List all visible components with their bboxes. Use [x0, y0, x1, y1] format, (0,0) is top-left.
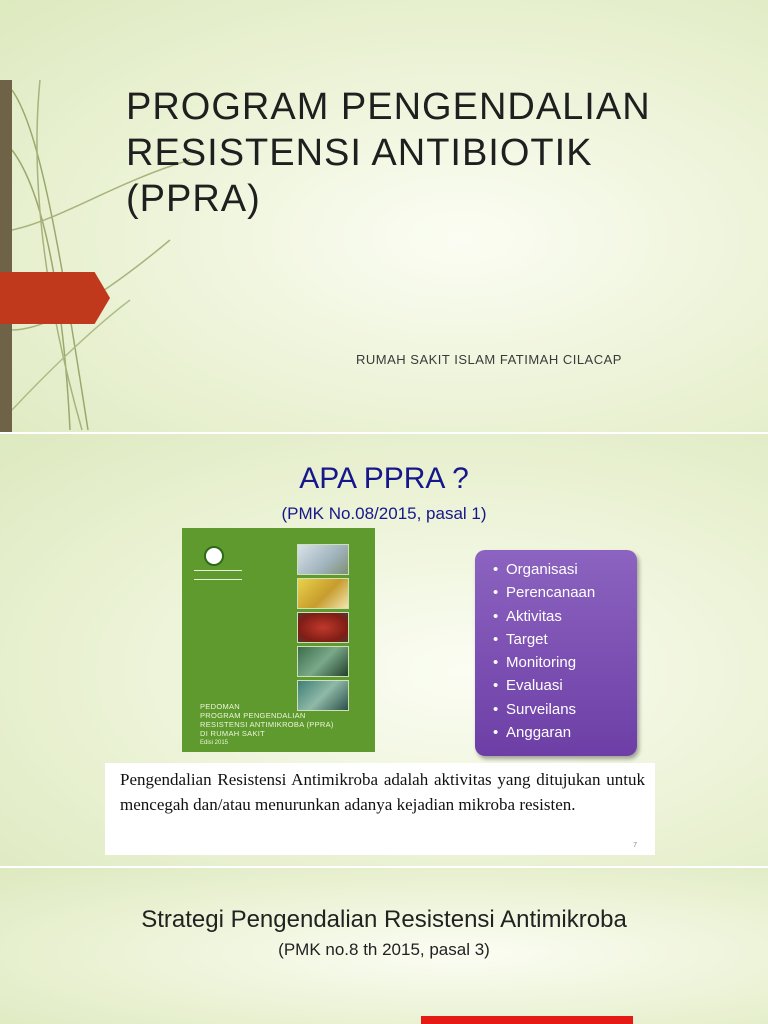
list-item	[493, 698, 637, 721]
ppra-components-list	[475, 550, 637, 756]
slide-heading: APA PPRA ?	[299, 462, 469, 495]
list-item-label: Organisasi	[506, 561, 578, 578]
list-item-label: Perencanaan	[506, 584, 596, 602]
bullet-icon: •	[493, 700, 499, 718]
logo-caption	[194, 570, 242, 580]
definition-text: Pengendalian Resistensi Antimikroba adalah aktivitas yang ditujukan untuk mencegah dan/atau menurunkan adanya kejadian mikroba resisten.	[120, 770, 645, 814]
page-number: 7	[633, 842, 637, 849]
slide-reference: (PMK no.8 th 2015, pasal 3)	[278, 940, 490, 959]
title-slide	[0, 0, 768, 432]
guideline-book-cover	[182, 528, 375, 752]
slide-reference: (PMK No.08/2015, pasal 1)	[281, 504, 487, 523]
ministry-logo-icon	[204, 546, 224, 566]
left-accent-bar	[0, 80, 12, 432]
list-item	[493, 558, 637, 581]
list-item	[493, 674, 637, 697]
bullet-icon: •	[493, 584, 499, 602]
bullet-icon: •	[493, 654, 499, 672]
list-item-label: Surveilans	[506, 700, 577, 718]
list-item	[493, 628, 637, 651]
slide-heading: Strategi Pengendalian Resistensi Antimikroba	[141, 906, 627, 933]
slide-title-text: PROGRAM PENGENDALIAN RESISTENSI ANTIBIOTIK (PPRA)	[126, 86, 651, 220]
list-item-label: Target	[506, 630, 548, 648]
red-banner	[421, 1016, 633, 1024]
book-title: PEDOMAN PROGRAM PENGENDALIAN RESISTENSI ANTIMIKROBA (PPRA) DI RUMAH SAKIT	[200, 702, 334, 738]
slide-title	[126, 84, 726, 222]
book-edition: Edisi 2015	[200, 740, 229, 746]
red-arrow-tab	[0, 272, 110, 324]
list-item-label: Anggaran	[506, 724, 572, 742]
bullet-icon: •	[493, 561, 499, 578]
list-item	[493, 605, 637, 628]
bullet-icon: •	[493, 724, 499, 742]
cover-photo	[297, 646, 349, 677]
definition-quote	[105, 763, 655, 855]
list-item-label: Monitoring	[506, 654, 577, 672]
bullet-icon: •	[493, 677, 499, 695]
cover-photo	[297, 612, 349, 643]
bullet-icon: •	[493, 630, 499, 648]
list-item-label: Evaluasi	[506, 677, 563, 695]
cover-photo	[297, 544, 349, 575]
list-item-label: Aktivitas	[506, 607, 562, 625]
list-item	[493, 651, 637, 674]
apa-ppra-slide	[0, 434, 768, 866]
list-item	[493, 581, 637, 604]
bullet-icon: •	[493, 607, 499, 625]
list-item	[493, 721, 637, 744]
cover-photo	[297, 578, 349, 609]
slide-subtitle: RUMAH SAKIT ISLAM FATIMAH CILACAP	[356, 352, 622, 367]
strategy-slide	[0, 868, 768, 1024]
